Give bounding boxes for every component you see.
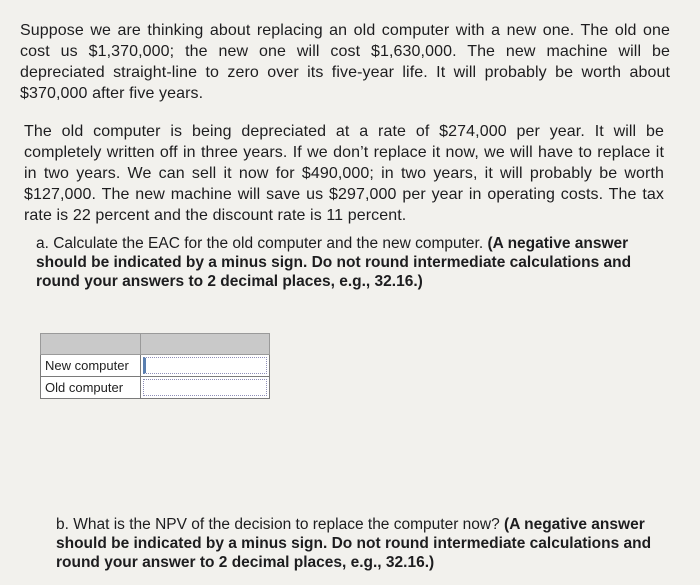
new-computer-label: New computer — [41, 355, 141, 377]
intro-paragraph: Suppose we are thinking about replacing an old computer with a new one. The old one cost us $1,370,000; the new one will cost $1,630,000. The new machine will be depreciated straight-line to zero over its five-year life. It will probably be worth about $370,000 after five years. — [20, 22, 670, 102]
question-b-instruction: (A negative answer should be indicated by a minus sign. Do not round intermediate calculations and round your answer to 2 decimal places, e.g., 32.16.) — [56, 516, 652, 571]
table-row — [41, 355, 270, 377]
eac-answer-table — [40, 333, 270, 399]
new-computer-eac-cell — [141, 355, 270, 377]
new-computer-eac-input[interactable] — [143, 357, 267, 374]
table-header-cell-label — [41, 334, 141, 355]
table-header-row — [41, 334, 270, 355]
detail-paragraph: The old computer is being depreciated at a rate of $274,000 per year. It will be completely written off in three years. If we don’t replace it now, we will have to replace it in two years. We can sell it now for $490,000; in two years, it will probably be worth $127,000. The new machine will save us $297,000 per year in operating costs. The tax rate is 22 percent and the discount rate is 11 percent. — [24, 123, 664, 224]
question-a-label: a. Calculate the EAC for the old computer and the new computer. — [36, 235, 484, 252]
table-row — [41, 377, 270, 399]
table-header-cell-value — [141, 334, 270, 355]
question-a — [36, 234, 660, 291]
old-computer-eac-cell — [141, 377, 270, 399]
question-b-label: b. What is the NPV of the decision to replace the computer now? — [56, 516, 500, 533]
question-a-instruction: (A negative answer should be indicated by a minus sign. Do not round intermediate calculations and round your answers to 2 decimal places, e.g., 32.16.) — [36, 235, 632, 290]
old-computer-label: Old computer — [41, 377, 141, 399]
old-computer-eac-input[interactable] — [143, 379, 267, 396]
question-b — [56, 515, 656, 572]
